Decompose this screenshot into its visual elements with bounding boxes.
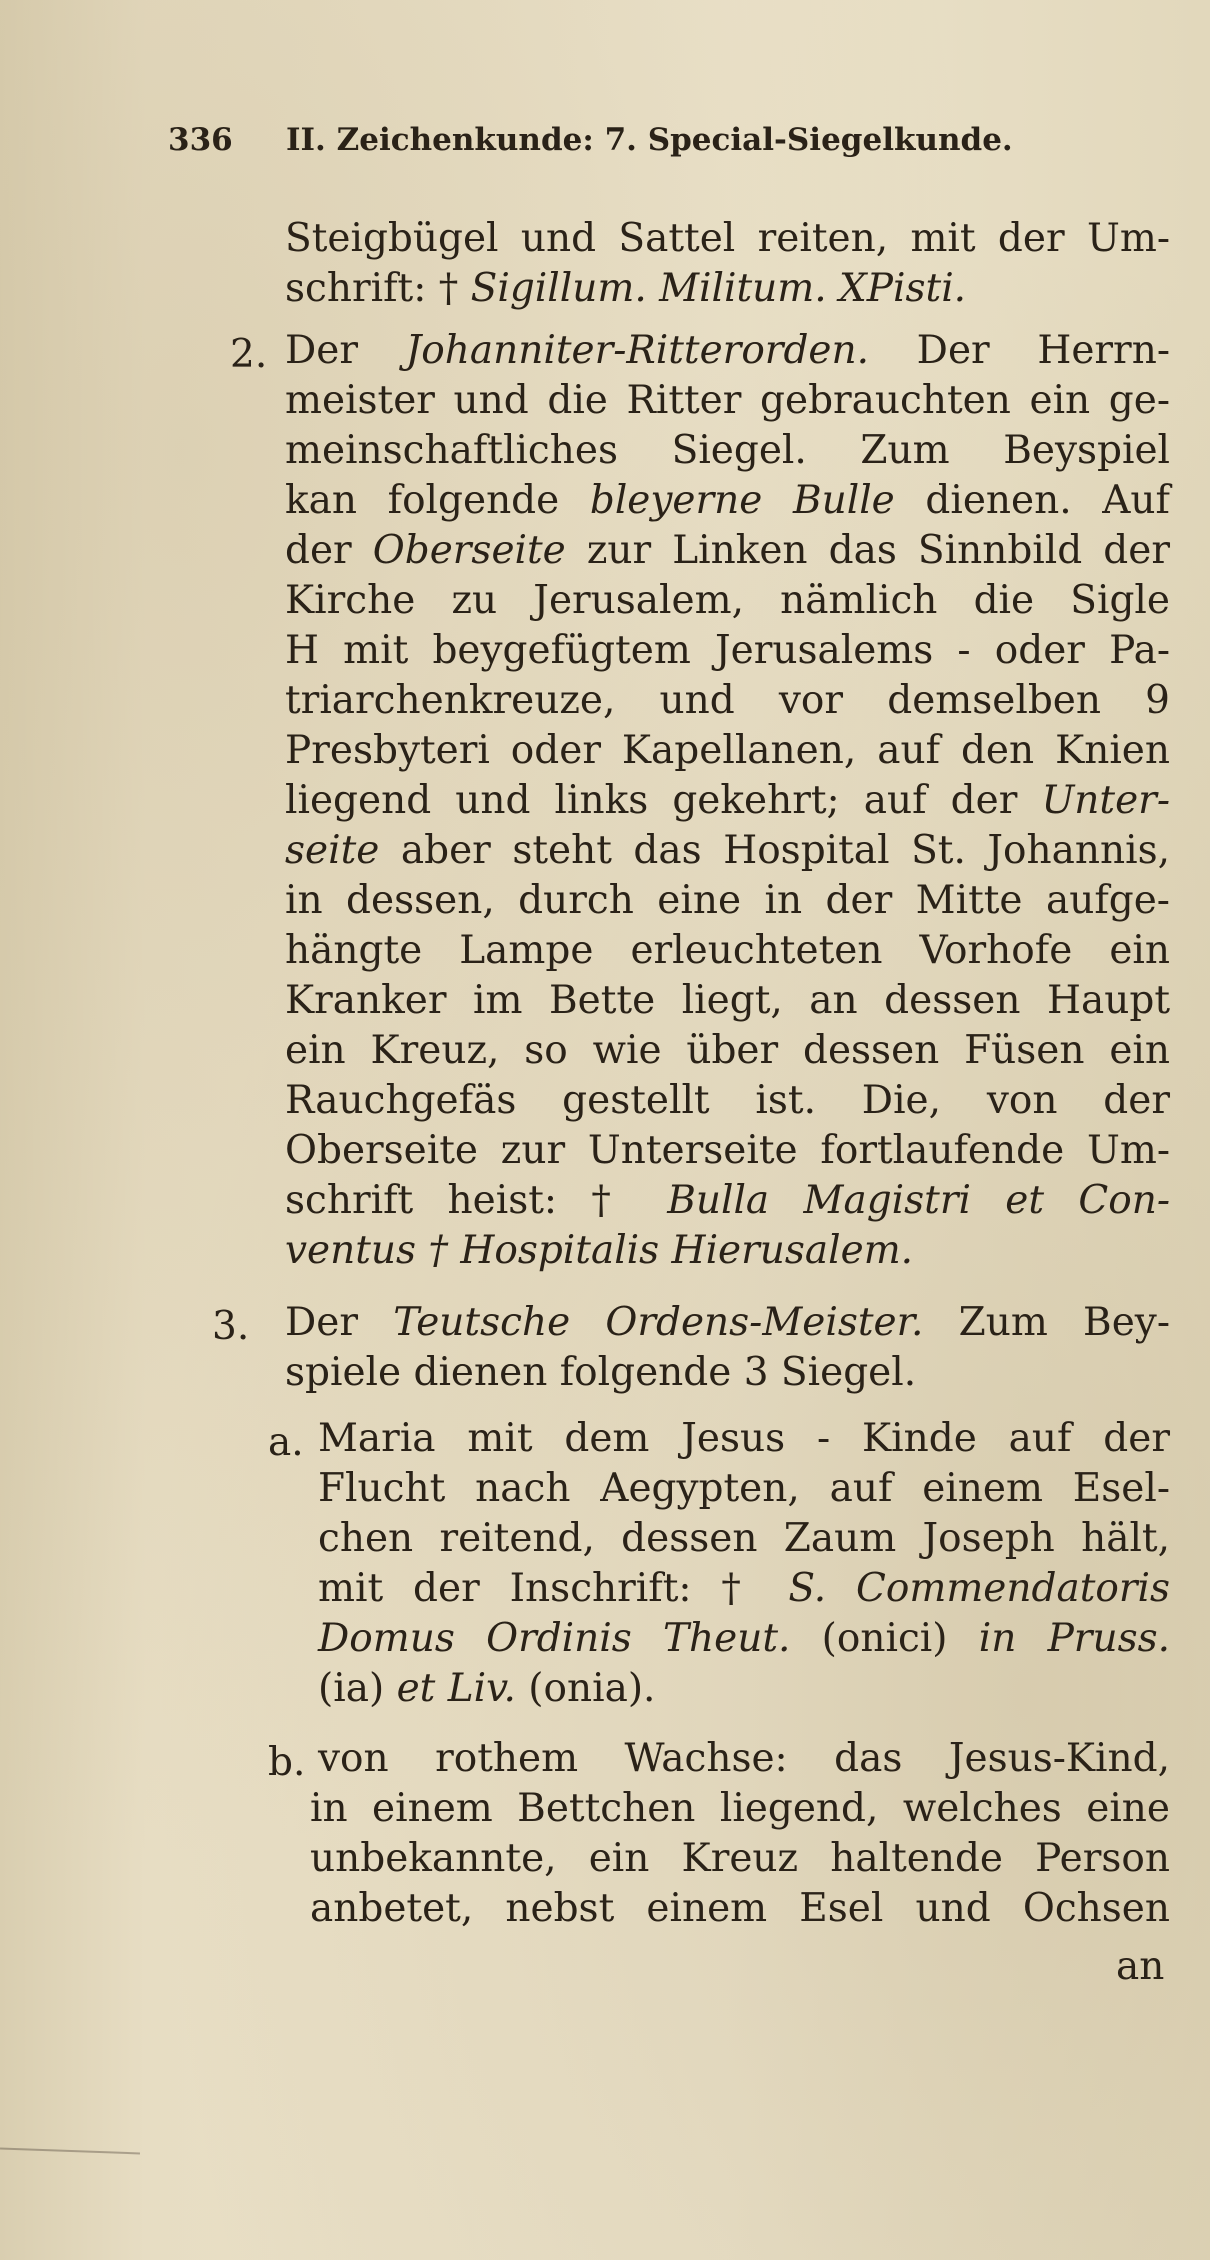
text-line: schrift: † Sigillum. Militum. XPisti. — [285, 266, 967, 311]
text-line: Der Johanniter-Ritterorden. Der Herrn- — [285, 328, 1170, 373]
text-line: ventus † Hospitalis Hierusalem. — [285, 1228, 914, 1273]
text-line: triarchenkreuze, und vor demselben 9 — [285, 678, 1170, 723]
text-line: Domus Ordinis Theut. (onici) in Pruss. — [318, 1616, 1170, 1661]
text-line: schrift heist: † Bulla Magistri et Con- — [285, 1178, 1170, 1223]
text-line: hängte Lampe erleuchteten Vorhofe ein — [285, 928, 1170, 973]
text-line: anbetet, nebst einem Esel und Ochsen — [310, 1886, 1170, 1931]
text-line: seite aber steht das Hospital St. Johannis, — [285, 828, 1170, 873]
running-header — [168, 122, 1013, 158]
text-line: von rothem Wachse: das Jesus-Kind, — [318, 1736, 1170, 1781]
text-line: kan folgende bleyerne Bulle dienen. Auf — [285, 478, 1170, 523]
text-line: Der Teutsche Ordens-Meister. Zum Bey- — [285, 1300, 1170, 1345]
text-line: mit der Inschrift: † S. Commendatoris — [318, 1566, 1170, 1611]
catchword: an — [1116, 1944, 1165, 1989]
text-line: H mit beygefügtem Jerusalems - oder Pa- — [285, 628, 1170, 673]
text-line: Kirche zu Jerusalem, nämlich die Sigle — [285, 578, 1170, 623]
item-letter: a. — [268, 1420, 304, 1465]
text-line: Rauchgefäs gestellt ist. Die, von der — [285, 1078, 1170, 1123]
text-line: (ia) et Liv. (onia). — [318, 1666, 656, 1711]
text-line: der Oberseite zur Linken das Sinnbild der — [285, 528, 1170, 573]
text-line: meister und die Ritter gebrauchten ein ge- — [285, 378, 1170, 423]
page-number: 336 — [168, 122, 233, 158]
text-line: Maria mit dem Jesus - Kinde auf der — [318, 1416, 1170, 1461]
text-line: unbekannte, ein Kreuz haltende Person — [310, 1836, 1170, 1881]
text-line: in dessen, durch eine in der Mitte aufge- — [285, 878, 1170, 923]
text-line: in einem Bettchen liegend, welches eine — [310, 1786, 1170, 1831]
header-title: II. Zeichenkunde: 7. Special-Siegelkunde. — [286, 122, 1013, 158]
text-line: Steigbügel und Sattel reiten, mit der Um- — [285, 216, 1170, 261]
text-line: chen reitend, dessen Zaum Joseph hält, — [318, 1516, 1170, 1561]
text-line: meinschaftliches Siegel. Zum Beyspiel — [285, 428, 1170, 473]
text-line: liegend und links gekehrt; auf der Unter- — [285, 778, 1170, 823]
text-line: Oberseite zur Unterseite fortlaufende Um- — [285, 1128, 1170, 1173]
page-edge-mark — [0, 2148, 140, 2155]
text-line: spiele dienen folgende 3 Siegel. — [285, 1350, 917, 1395]
text-line: Presbyteri oder Kapellanen, auf den Knien — [285, 728, 1170, 773]
item-number: 3. — [212, 1304, 250, 1349]
item-number: 2. — [230, 332, 268, 377]
text-line: Flucht nach Aegypten, auf einem Esel- — [318, 1466, 1170, 1511]
text-line: ein Kreuz, so wie über dessen Füsen ein — [285, 1028, 1170, 1073]
item-letter: b. — [268, 1740, 306, 1785]
text-line: Kranker im Bette liegt, an dessen Haupt — [285, 978, 1170, 1023]
